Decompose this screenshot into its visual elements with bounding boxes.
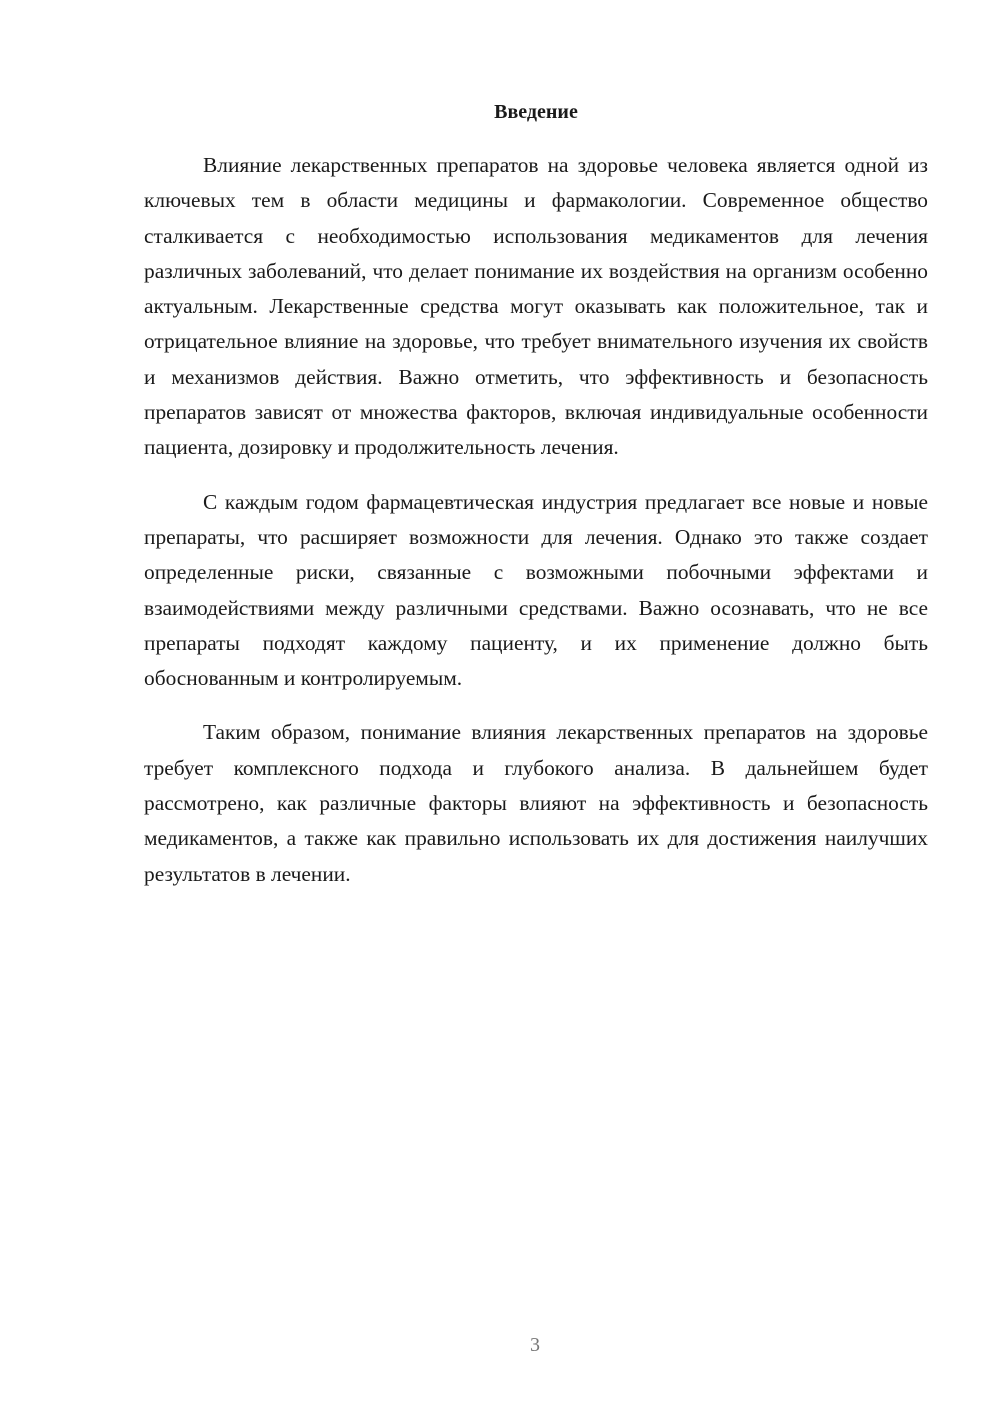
paragraph-3: Таким образом, понимание влияния лекарственных препаратов на здоровье требует комплексного подхода и глубокого анализа. В дальнейшем будет рассмотрено, как различные факторы влияют на эффективность и безопасность медикаментов, а также как правильно использовать их для достижения наилучших результатов в лечении.: [144, 720, 928, 886]
section-title: Введение: [494, 101, 578, 123]
page-number: 3: [530, 1334, 540, 1356]
paragraph-1: Влияние лекарственных препаратов на здоровье человека является одной из ключевых тем в области медицины и фармакологии. Современное общество сталкивается с необходимостью использования медикаментов для лечения различных заболеваний, что делает понимание их воздействия на организм особенно актуальным. Лекарственные средства могут оказывать как положительное, так и отрицательное влияние на здоровье, что требует внимательного изучения их свойств и механизмов действия. Важно отметить, что эффективность и безопасность препаратов зависят от множества факторов, включая индивидуальные особенности пациента, дозировку и продолжительность лечения.: [144, 153, 928, 460]
paragraph-2: С каждым годом фармацевтическая индустрия предлагает все новые и новые препараты, что расширяет возможности для лечения. Однако это также создает определенные риски, связанные с возможными побочными эффектами и взаимодействиями между различными средствами. Важно осознавать, что не все препараты подходят каждому пациенту, и их применение должно быть обоснованным и контролируемым.: [144, 489, 928, 691]
page-content: [144, 98, 928, 911]
